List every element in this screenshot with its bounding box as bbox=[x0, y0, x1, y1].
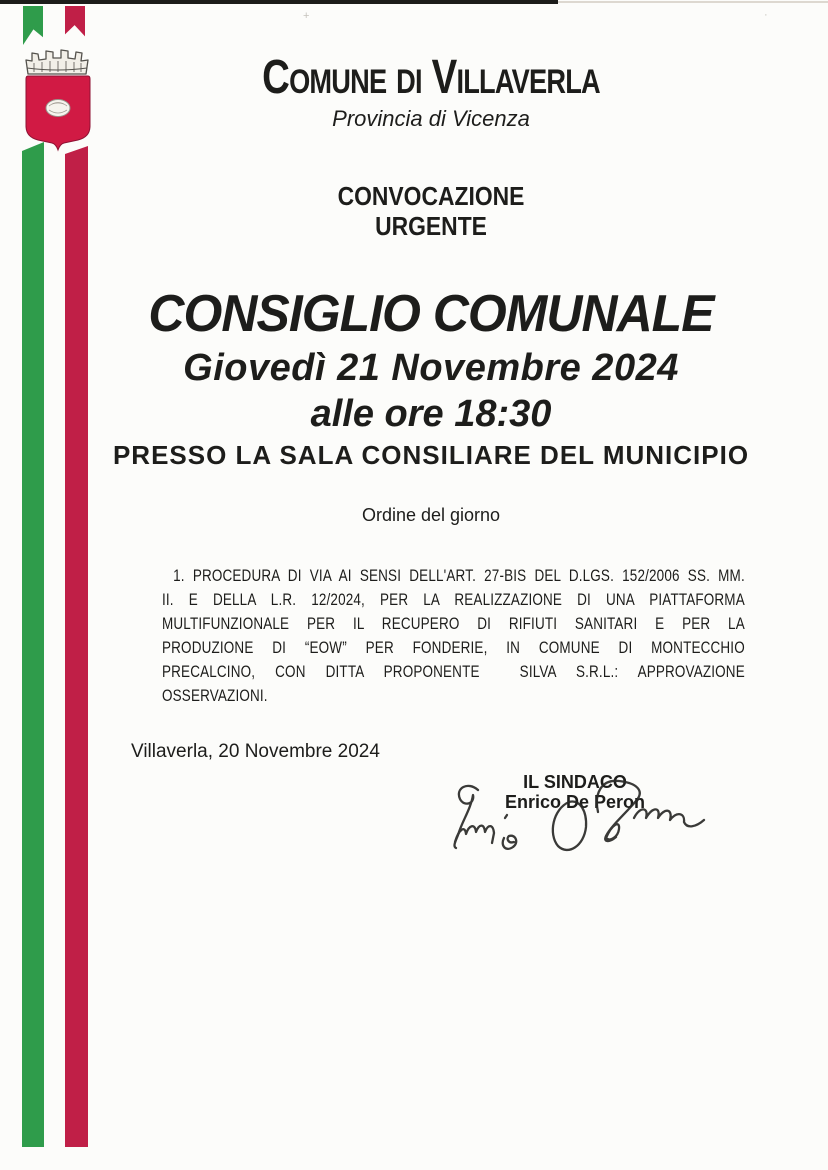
convocation-line-1: CONVOCAZIONE bbox=[337, 181, 525, 211]
scan-speck: + bbox=[303, 10, 310, 22]
meeting-time: alle ore 18:30 bbox=[310, 393, 552, 435]
comune-title: Comune di Villaverla bbox=[262, 51, 600, 104]
mayor-signature bbox=[448, 776, 713, 868]
flag-ribbon-red-top bbox=[65, 6, 85, 39]
meeting-venue: PRESSO LA SALA CONSILIARE DEL MUNICIPIO bbox=[112, 440, 750, 470]
signer-name: Enrico De Peron bbox=[504, 792, 646, 812]
agenda-line: II. E DELLA L.R. 12/2024, PER LA REALIZZAZIONE DI UNA PIATTAFORMA bbox=[162, 590, 745, 609]
scan-edge-bar-faint bbox=[558, 1, 828, 3]
agenda-line: PRECALCINO, CON DITTA PROPONENTE SILVA S.R.L.: APPROVAZIONE bbox=[162, 662, 745, 681]
agenda-item-1 bbox=[162, 564, 745, 708]
agenda-line: PRODUZIONE DI “EOW” PER FONDERIE, IN COMUNE DI MONTECCHIO bbox=[162, 638, 745, 657]
mural-crown-icon bbox=[26, 50, 88, 74]
meeting-date: Giovedì 21 Novembre 2024 bbox=[183, 347, 679, 389]
agenda-line: 1. PROCEDURA DI VIA AI SENSI DELL'ART. 27-BIS DEL D.LGS. 152/2006 SS. MM. bbox=[173, 566, 745, 585]
villaverla-coat-of-arms-icon bbox=[18, 44, 98, 154]
council-title: CONSIGLIO COMUNALE bbox=[148, 285, 714, 343]
scan-edge-bar bbox=[0, 0, 558, 4]
agenda-line: OSSERVAZIONI. bbox=[162, 686, 268, 705]
scan-speck: · bbox=[764, 9, 768, 21]
flag-ribbon-green-top bbox=[23, 6, 43, 45]
provincia-subtitle: Provincia di Vicenza bbox=[332, 106, 530, 131]
agenda-line: MULTIFUNZIONALE PER IL RECUPERO DI RIFIUTI SANITARI E PER LA bbox=[162, 614, 745, 633]
convocation-heading bbox=[82, 181, 781, 241]
convocation-line-2: URGENTE bbox=[375, 211, 487, 241]
flag-stripe-green bbox=[22, 142, 44, 1147]
signer-title: IL SINDACO bbox=[523, 772, 627, 792]
agenda-heading: Ordine del giorno bbox=[361, 505, 501, 525]
place-and-date: Villaverla, 20 Novembre 2024 bbox=[131, 741, 380, 762]
